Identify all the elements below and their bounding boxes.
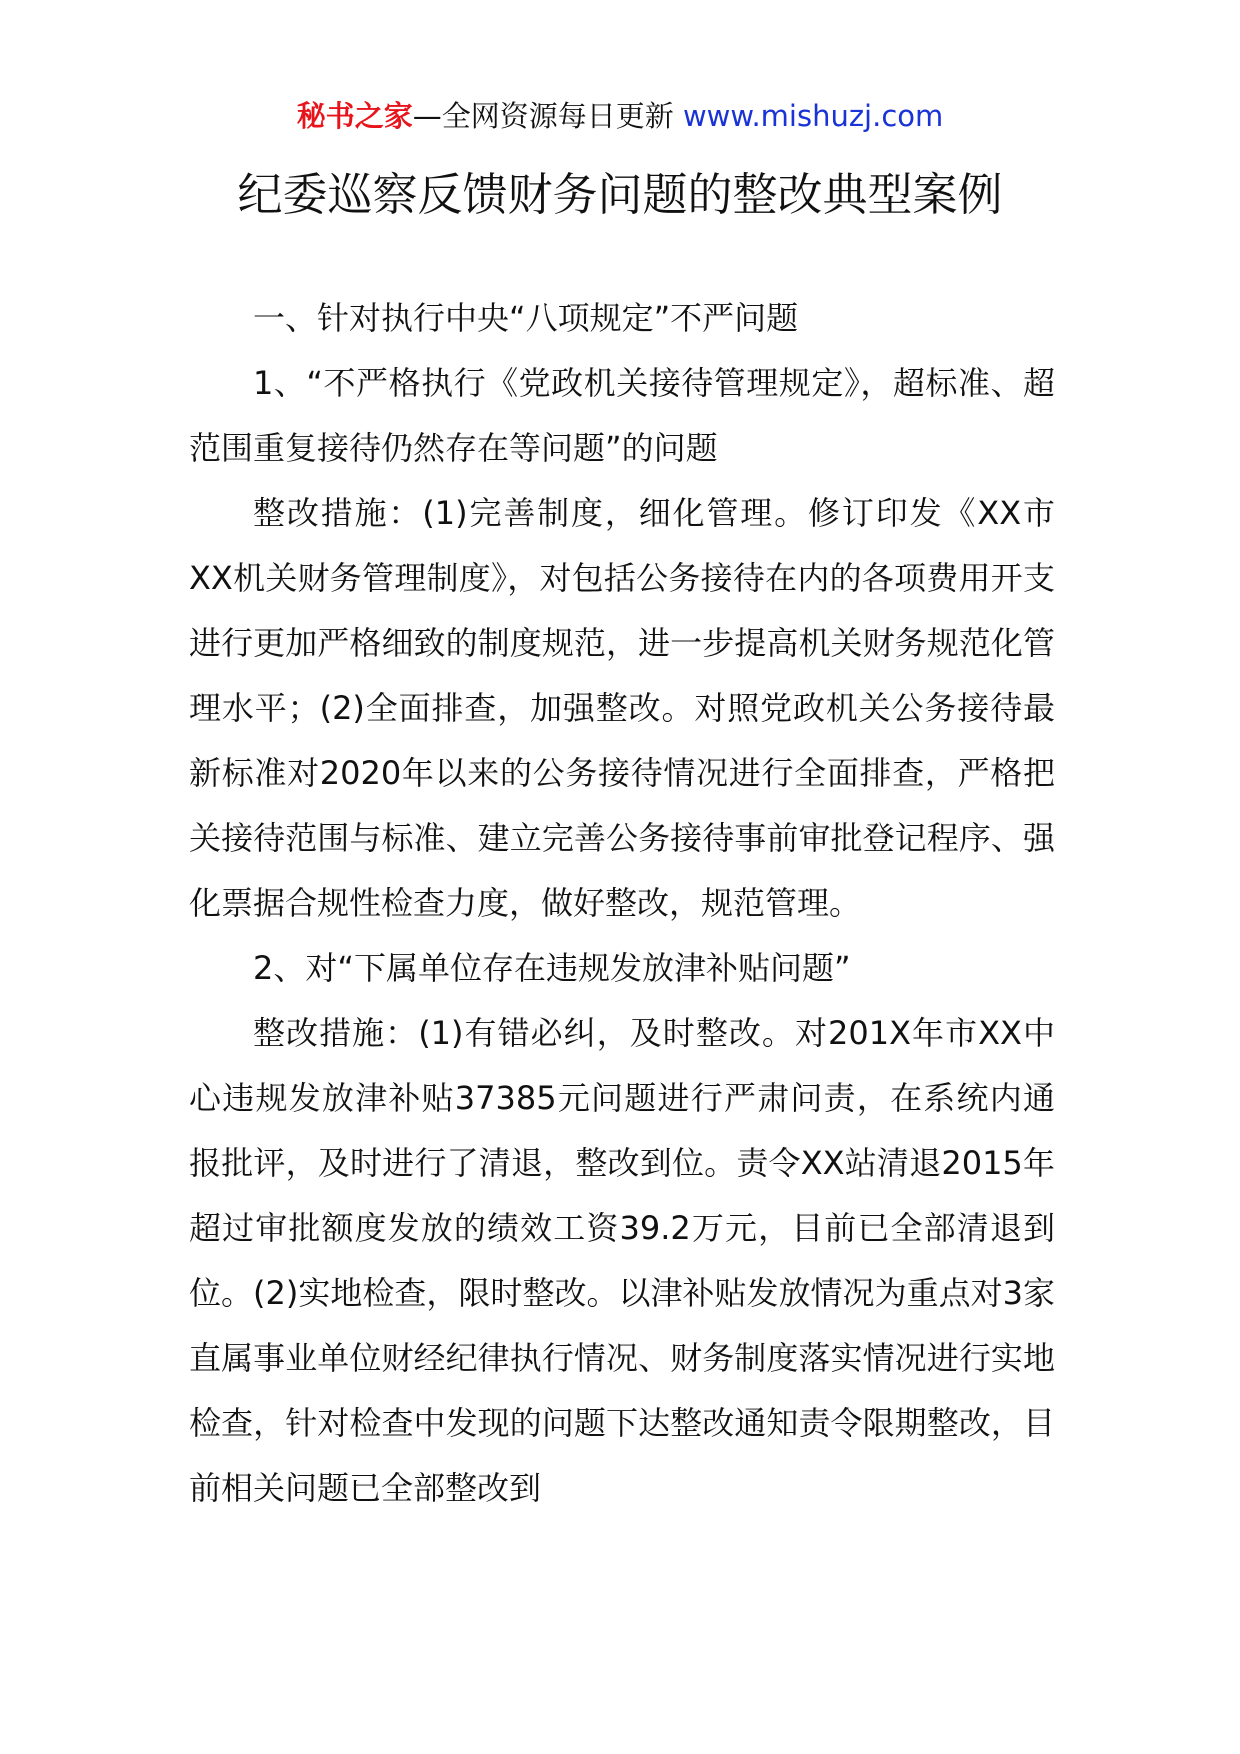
- issue-heading-1: 1、“不严格执行《党政机关接待管理规定》，超标准、超范围重复接待仍然存在等问题”的问题: [189, 364, 1055, 467]
- site-brand: 秘书之家: [296, 99, 413, 133]
- site-tagline: —全网资源每日更新: [412, 99, 674, 133]
- rectification-paragraph-2: 整改措施：(1)有错必纠，及时整改。对201X年市XX中心违规发放津补贴37385元问题进行严肃问责，在系统内通报批评，及时进行了清退，整改到位。责令XX站清退2015年超过审批额度发放的绩效工资39.2万元，目前已全部清退到位。(2)实地检查，限时整改。以津补贴发放情况为重点对3家直属事业单位财经纪律执行情况、财务制度落实情况进行实地检查，针对检查中发现的问题下达整改通知责令限期整改，目前相关问题已全部整改到: [189, 1014, 1055, 1507]
- document-title: 纪委巡察反馈财务问题的整改典型案例: [237, 168, 1003, 221]
- issue-heading-2: 2、对“下属单位存在违规发放津补贴问题”: [253, 949, 851, 987]
- section-heading: 一、针对执行中央“八项规定”不严问题: [253, 299, 799, 337]
- site-url-link[interactable]: www.mishuzj.com: [682, 99, 944, 133]
- site-header: [0, 96, 1240, 136]
- rectification-paragraph-1: 整改措施：(1)完善制度，细化管理。修订印发《XX市XX机关财务管理制度》，对包括公务接待在内的各项费用开支进行更加严格细致的制度规范，进一步提高机关财务规范化管理水平；(2)全面排查，加强整改。对照党政机关公务接待最新标准对2020年以来的公务接待情况进行全面排查，严格把关接待范围与标准、建立完善公务接待事前审批登记程序、强化票据合规性检查力度，做好整改，规范管理。: [189, 494, 1055, 922]
- document-body: [189, 286, 1055, 1521]
